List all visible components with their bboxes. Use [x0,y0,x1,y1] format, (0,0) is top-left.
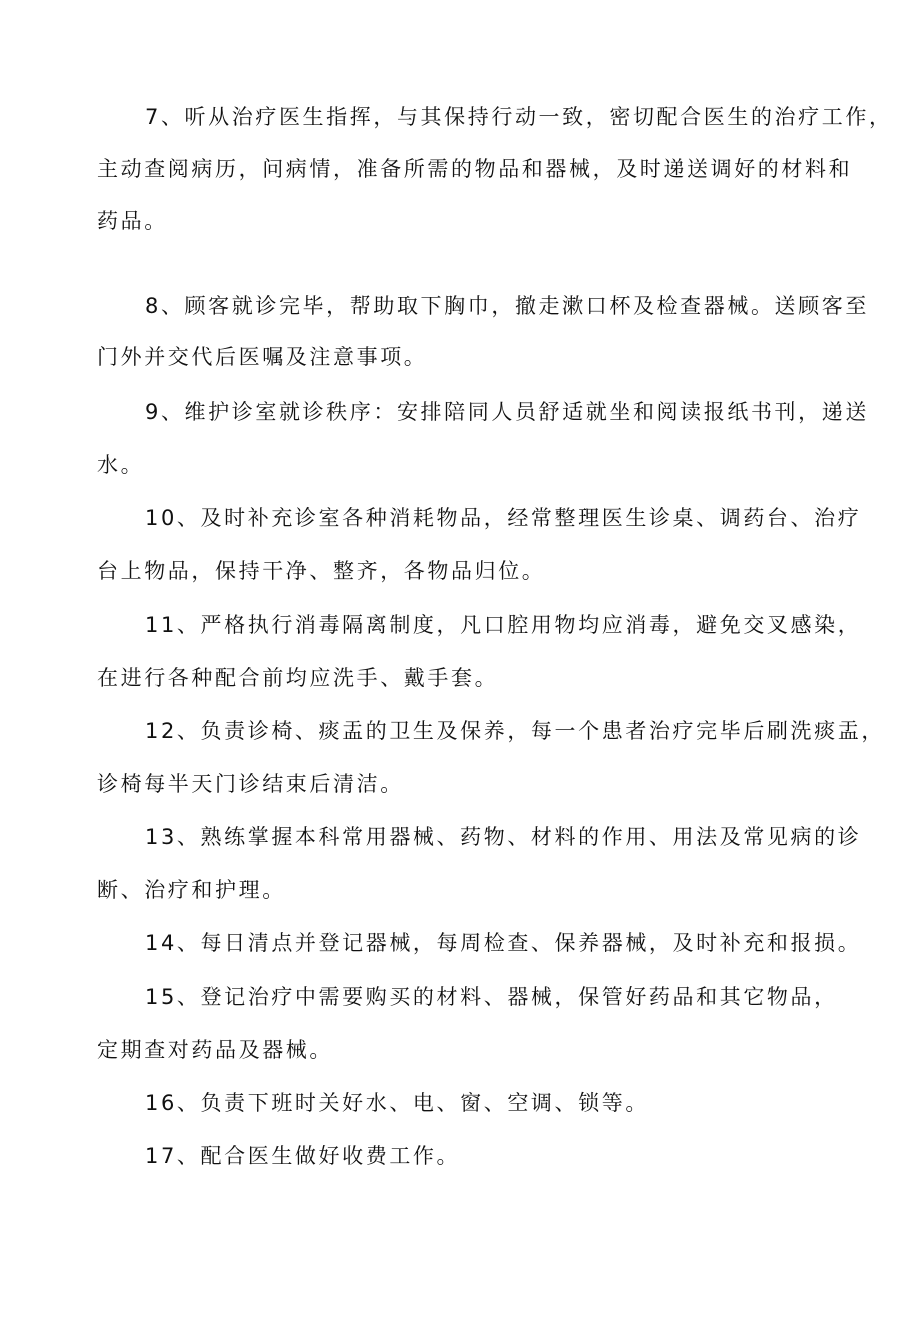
item-13-line-1: 13、熟练掌握本科常用器械、药物、材料的作用、用法及常见病的诊 [145,825,862,849]
item-11-line-2: 在进行各种配合前均应洗手、戴手套。 [97,666,499,690]
item-9-line-2: 水。 [97,453,145,477]
item-17-line-1: 17、配合医生做好收费工作。 [145,1144,461,1168]
item-9-line-1: 9、维护诊室就诊秩序：安排陪同人员舒适就坐和阅读报纸书刊，递送 [145,400,869,424]
item-10-line-1: 10、及时补充诊室各种消耗物品，经常整理医生诊桌、调药台、治疗 [145,506,862,530]
item-8-line-1: 8、顾客就诊完毕，帮助取下胸巾，撤走漱口杯及检查器械。送顾客至 [145,294,869,318]
item-7-line-1: 7、听从治疗医生指挥，与其保持行动一致，密切配合医生的治疗工作， [145,105,893,129]
item-10-line-2: 台上物品，保持干净、整齐，各物品归位。 [97,559,546,583]
item-15-line-1: 15、登记治疗中需要购买的材料、器械，保管好药品和其它物品， [145,985,838,1009]
item-12-line-1: 12、负责诊椅、痰盂的卫生及保养，每一个患者治疗完毕后刷洗痰盂， [145,719,885,743]
item-15-line-2: 定期查对药品及器械。 [97,1038,333,1062]
item-13-line-2: 断、治疗和护理。 [97,878,286,902]
item-16-line-1: 16、负责下班时关好水、电、窗、空调、锁等。 [145,1091,649,1115]
item-8-line-2: 门外并交代后医嘱及注意事项。 [97,345,428,369]
item-12-line-2: 诊椅每半天门诊结束后清洁。 [97,772,404,796]
item-11-line-1: 11、严格执行消毒隔离制度，凡口腔用物均应消毒，避免交叉感染， [145,613,862,637]
item-7-line-3: 药品。 [97,209,168,233]
item-7-line-2: 主动查阅病历，问病情，准备所需的物品和器械，及时递送调好的材料和 [97,157,853,181]
item-14-line-1: 14、每日清点并登记器械，每周检查、保养器械，及时补充和报损。 [145,931,862,955]
